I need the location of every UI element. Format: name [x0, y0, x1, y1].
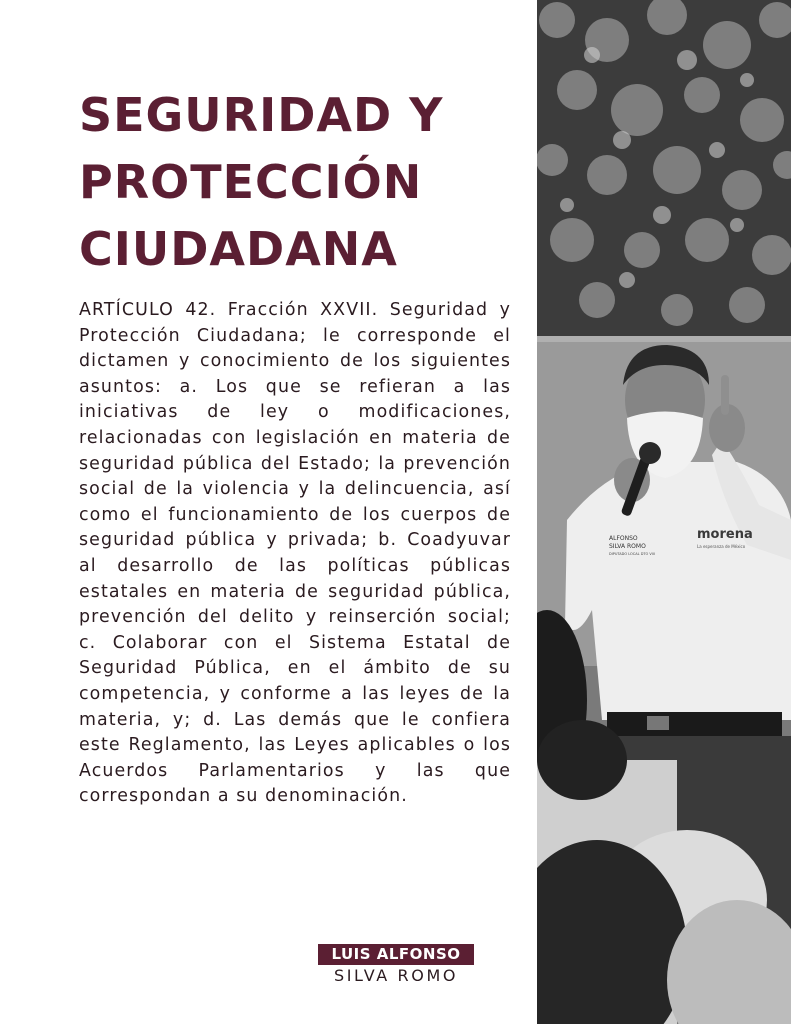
page-title [79, 82, 519, 283]
shirt-logo: morena [697, 527, 753, 542]
title-line-2: PROTECCIÓN [79, 155, 423, 209]
speaker-photo [537, 0, 791, 1024]
shirt-tagline: La esperanza de México [697, 544, 746, 549]
article-text: ARTÍCULO 42. Fracción XXVII. Seguridad y Protección Ciudadana; le corresponde el dictamen y conocimiento de los siguientes asuntos: a. Los que se refieran a las iniciativas de ley o modificaciones, relacionadas con legislación en materia de seguridad pública del Estado; la prevención social de la violencia y la delincuencia, así como el funcionamiento de los cuerpos de seguridad pública y privada; b. Coadyuvar al desarrollo de las políticas públicas estatales en materia de seguridad pública, prevención del delito y reinserción social; c. Colaborar con el Sistema Estatal de Seguridad Pública, en el ámbito de su competencia, y conforme a las leyes de la materia, y; d. Las demás que le confiera este Reglamento, las Leyes aplicables o los Acuerdos Parlamentarios y las que correspondan a su denominación. [79, 300, 511, 807]
shirt-name-3: DIPUTADO LOCAL DTO VIII [609, 552, 655, 556]
title-line-1: SEGURIDAD Y [79, 88, 444, 142]
signature-last-name: SILVA ROMO [333, 966, 459, 985]
shirt-name-1: ALFONSO [609, 535, 638, 542]
shirt-name-2: SILVA ROMO [609, 543, 646, 550]
signature-first-name: LUIS ALFONSO [318, 944, 474, 965]
title-line-3: CIUDADANA [79, 222, 398, 276]
signature [318, 944, 474, 987]
